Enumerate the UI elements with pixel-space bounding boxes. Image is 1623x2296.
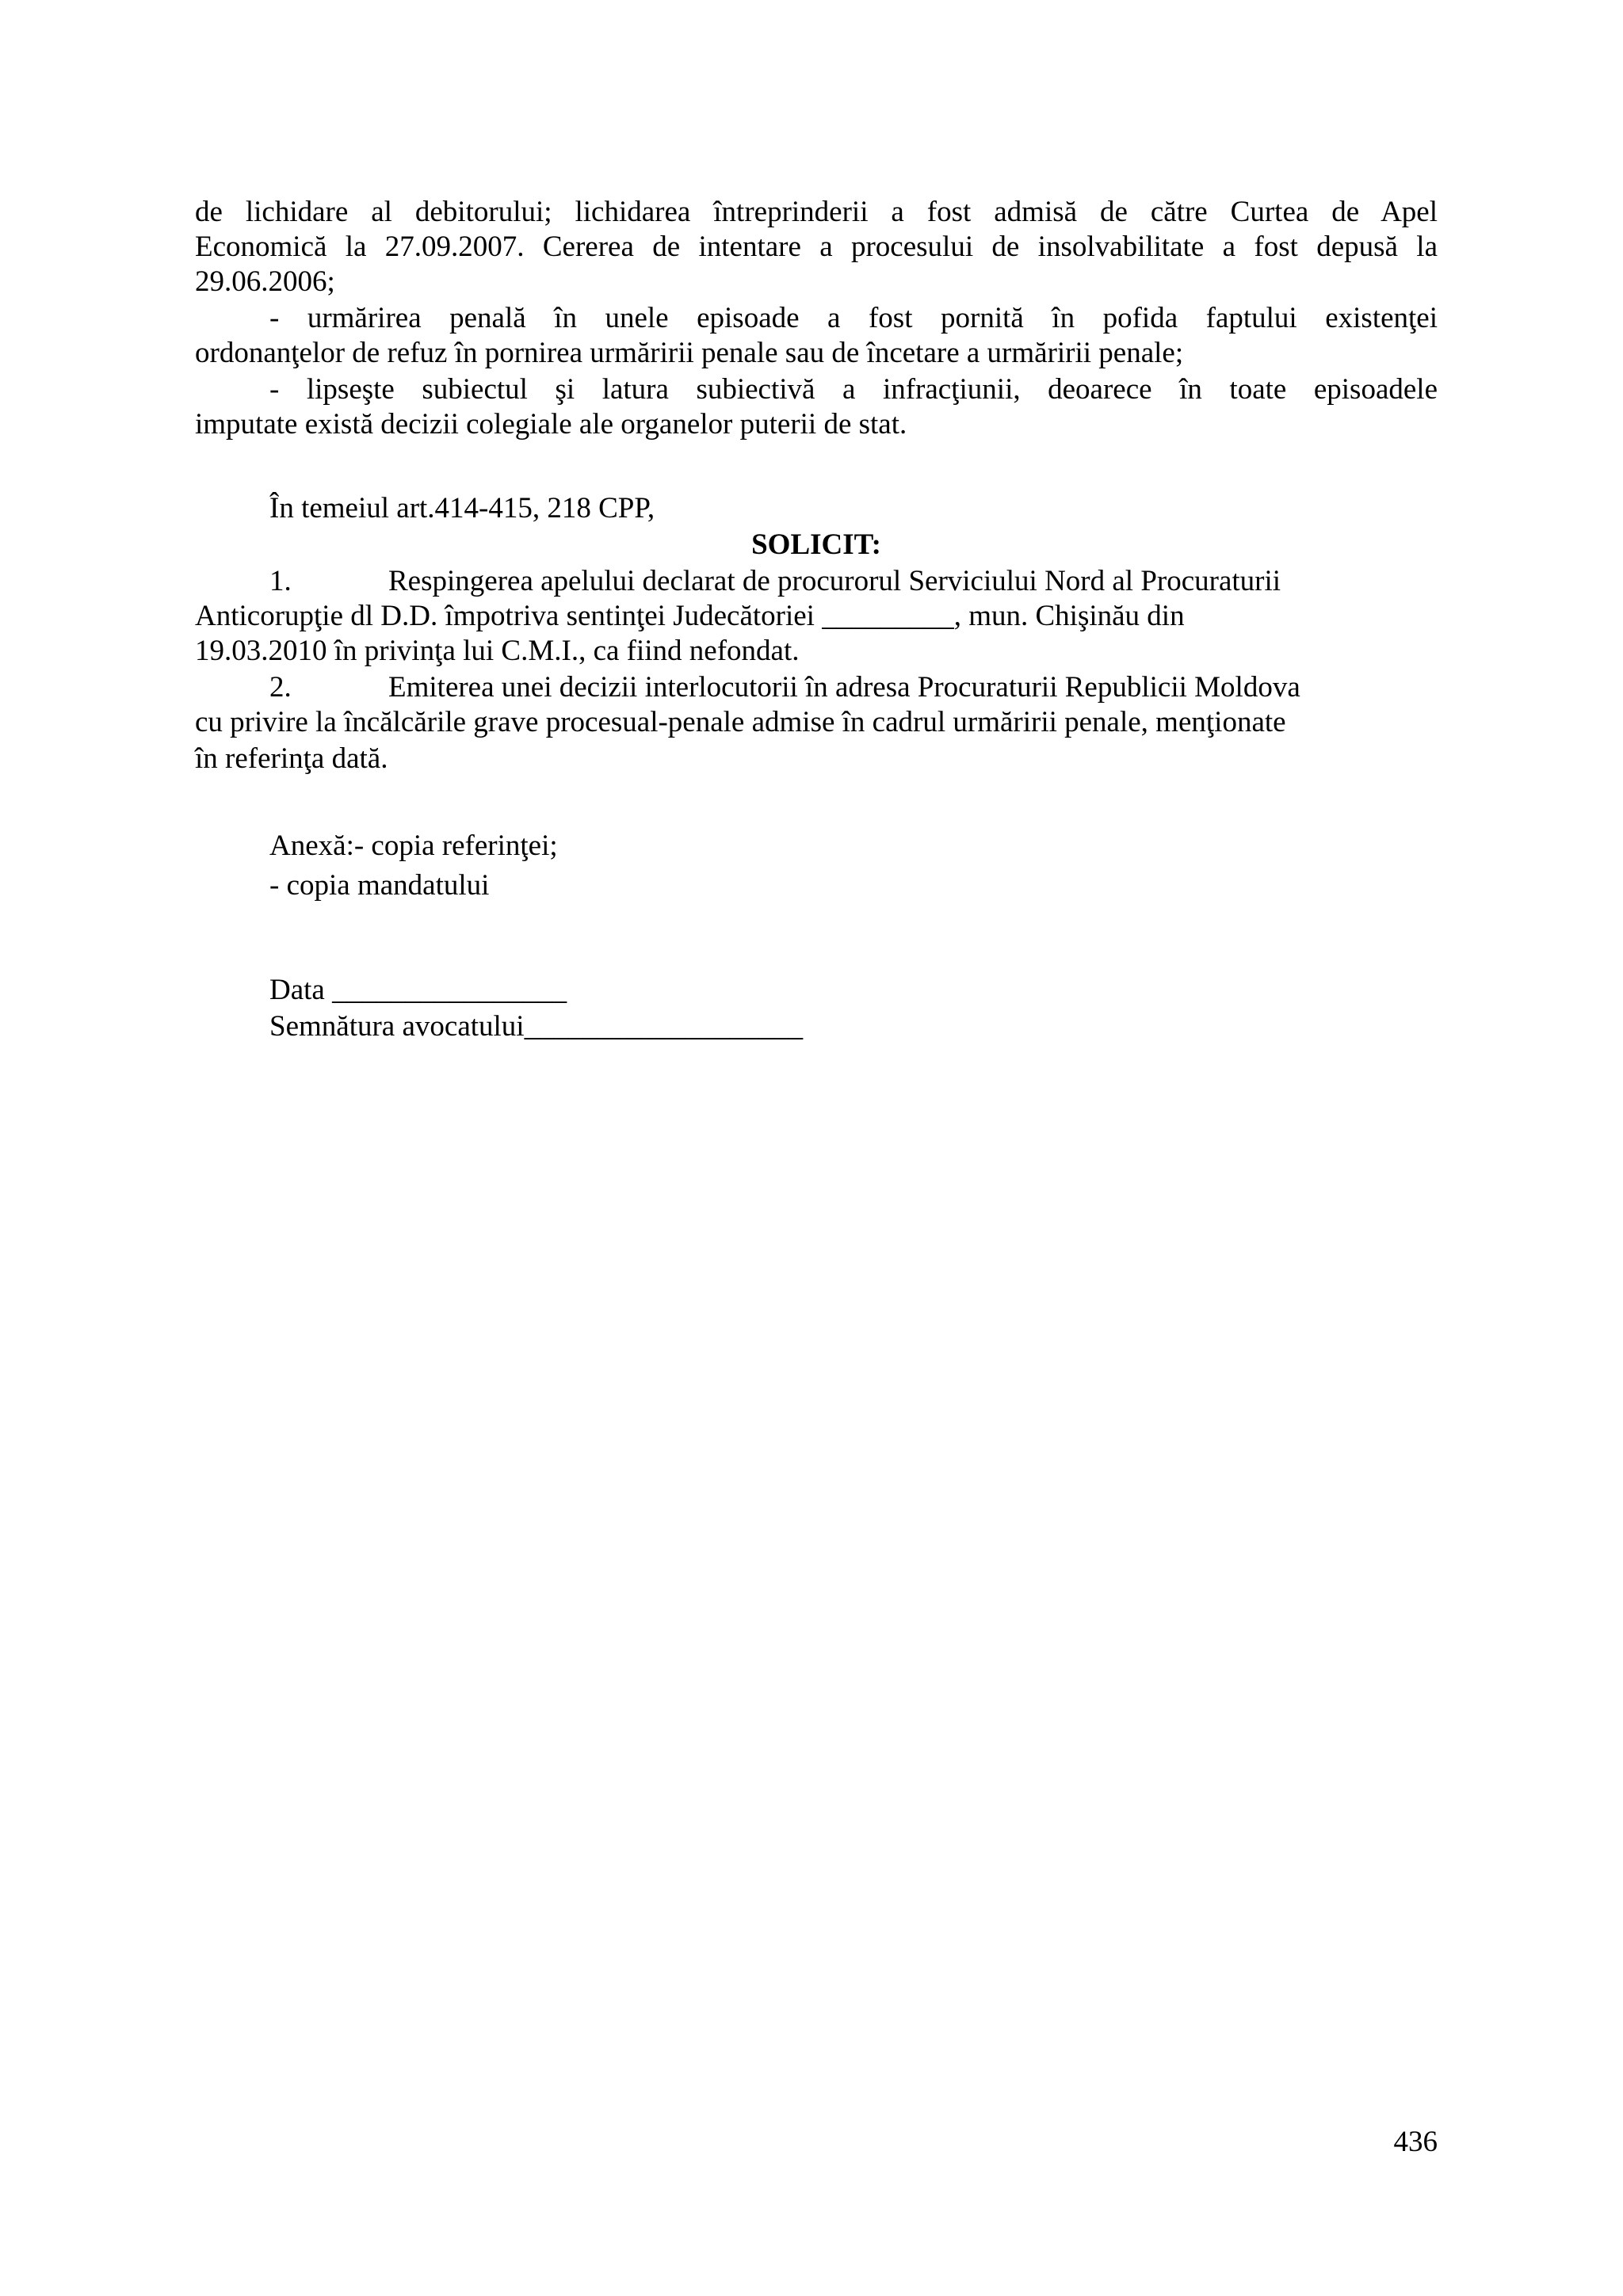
text-line: cu privire la încălcările grave procesual-penale admise în cadrul urmăririi penale, menţionate <box>195 706 1286 738</box>
annex-line: - copia mandatului <box>269 869 490 902</box>
list-number: 1. <box>269 565 292 597</box>
text-line: - lipseşte subiectul şi latura subiectivă a infracţiunii, deoarece în toate episoadele <box>269 373 1438 406</box>
text-line: în referinţa dată. <box>195 742 388 775</box>
text-line: de lichidare al debitorului; lichidarea întreprinderii a fost admisă de către Curtea de Apel <box>195 196 1438 228</box>
text-line: 29.06.2006; <box>195 265 335 298</box>
text-line: Emiterea unei decizii interlocutorii în adresa Procuraturii Republicii Moldova <box>388 671 1300 704</box>
signature-line: Semnătura avocatului___________________ <box>269 1010 804 1043</box>
text-line: Respingerea apelului declarat de procurorul Serviciului Nord al Procuraturii <box>388 565 1281 597</box>
text-line: În temeiul art.414-415, 218 CPP, <box>269 492 655 524</box>
annex-line: Anexă:- copia referinţei; <box>269 830 558 862</box>
date-line: Data ________________ <box>269 974 567 1006</box>
text-line: Economică la 27.09.2007. Cererea de intentare a procesului de insolvabilitate a fost depusă la <box>195 231 1438 263</box>
page-number: 436 <box>1393 2126 1438 2158</box>
text-line: ordonanţelor de refuz în pornirea urmăririi penale sau de încetare a urmăririi penale; <box>195 337 1184 369</box>
text-line: 19.03.2010 în privinţa lui C.M.I., ca fiind nefondat. <box>195 635 800 667</box>
text-line: - urmărirea penală în unele episoade a fost pornită în pofida faptului existenţei <box>269 302 1438 334</box>
text-line: Anticorupţie dl D.D. împotriva sentinţei Judecătoriei _________, mun. Chişinău din <box>195 600 1185 632</box>
section-heading: SOLICIT: <box>751 528 881 561</box>
list-number: 2. <box>269 671 292 704</box>
text-line: imputate există decizii colegiale ale organelor puterii de stat. <box>195 408 907 441</box>
